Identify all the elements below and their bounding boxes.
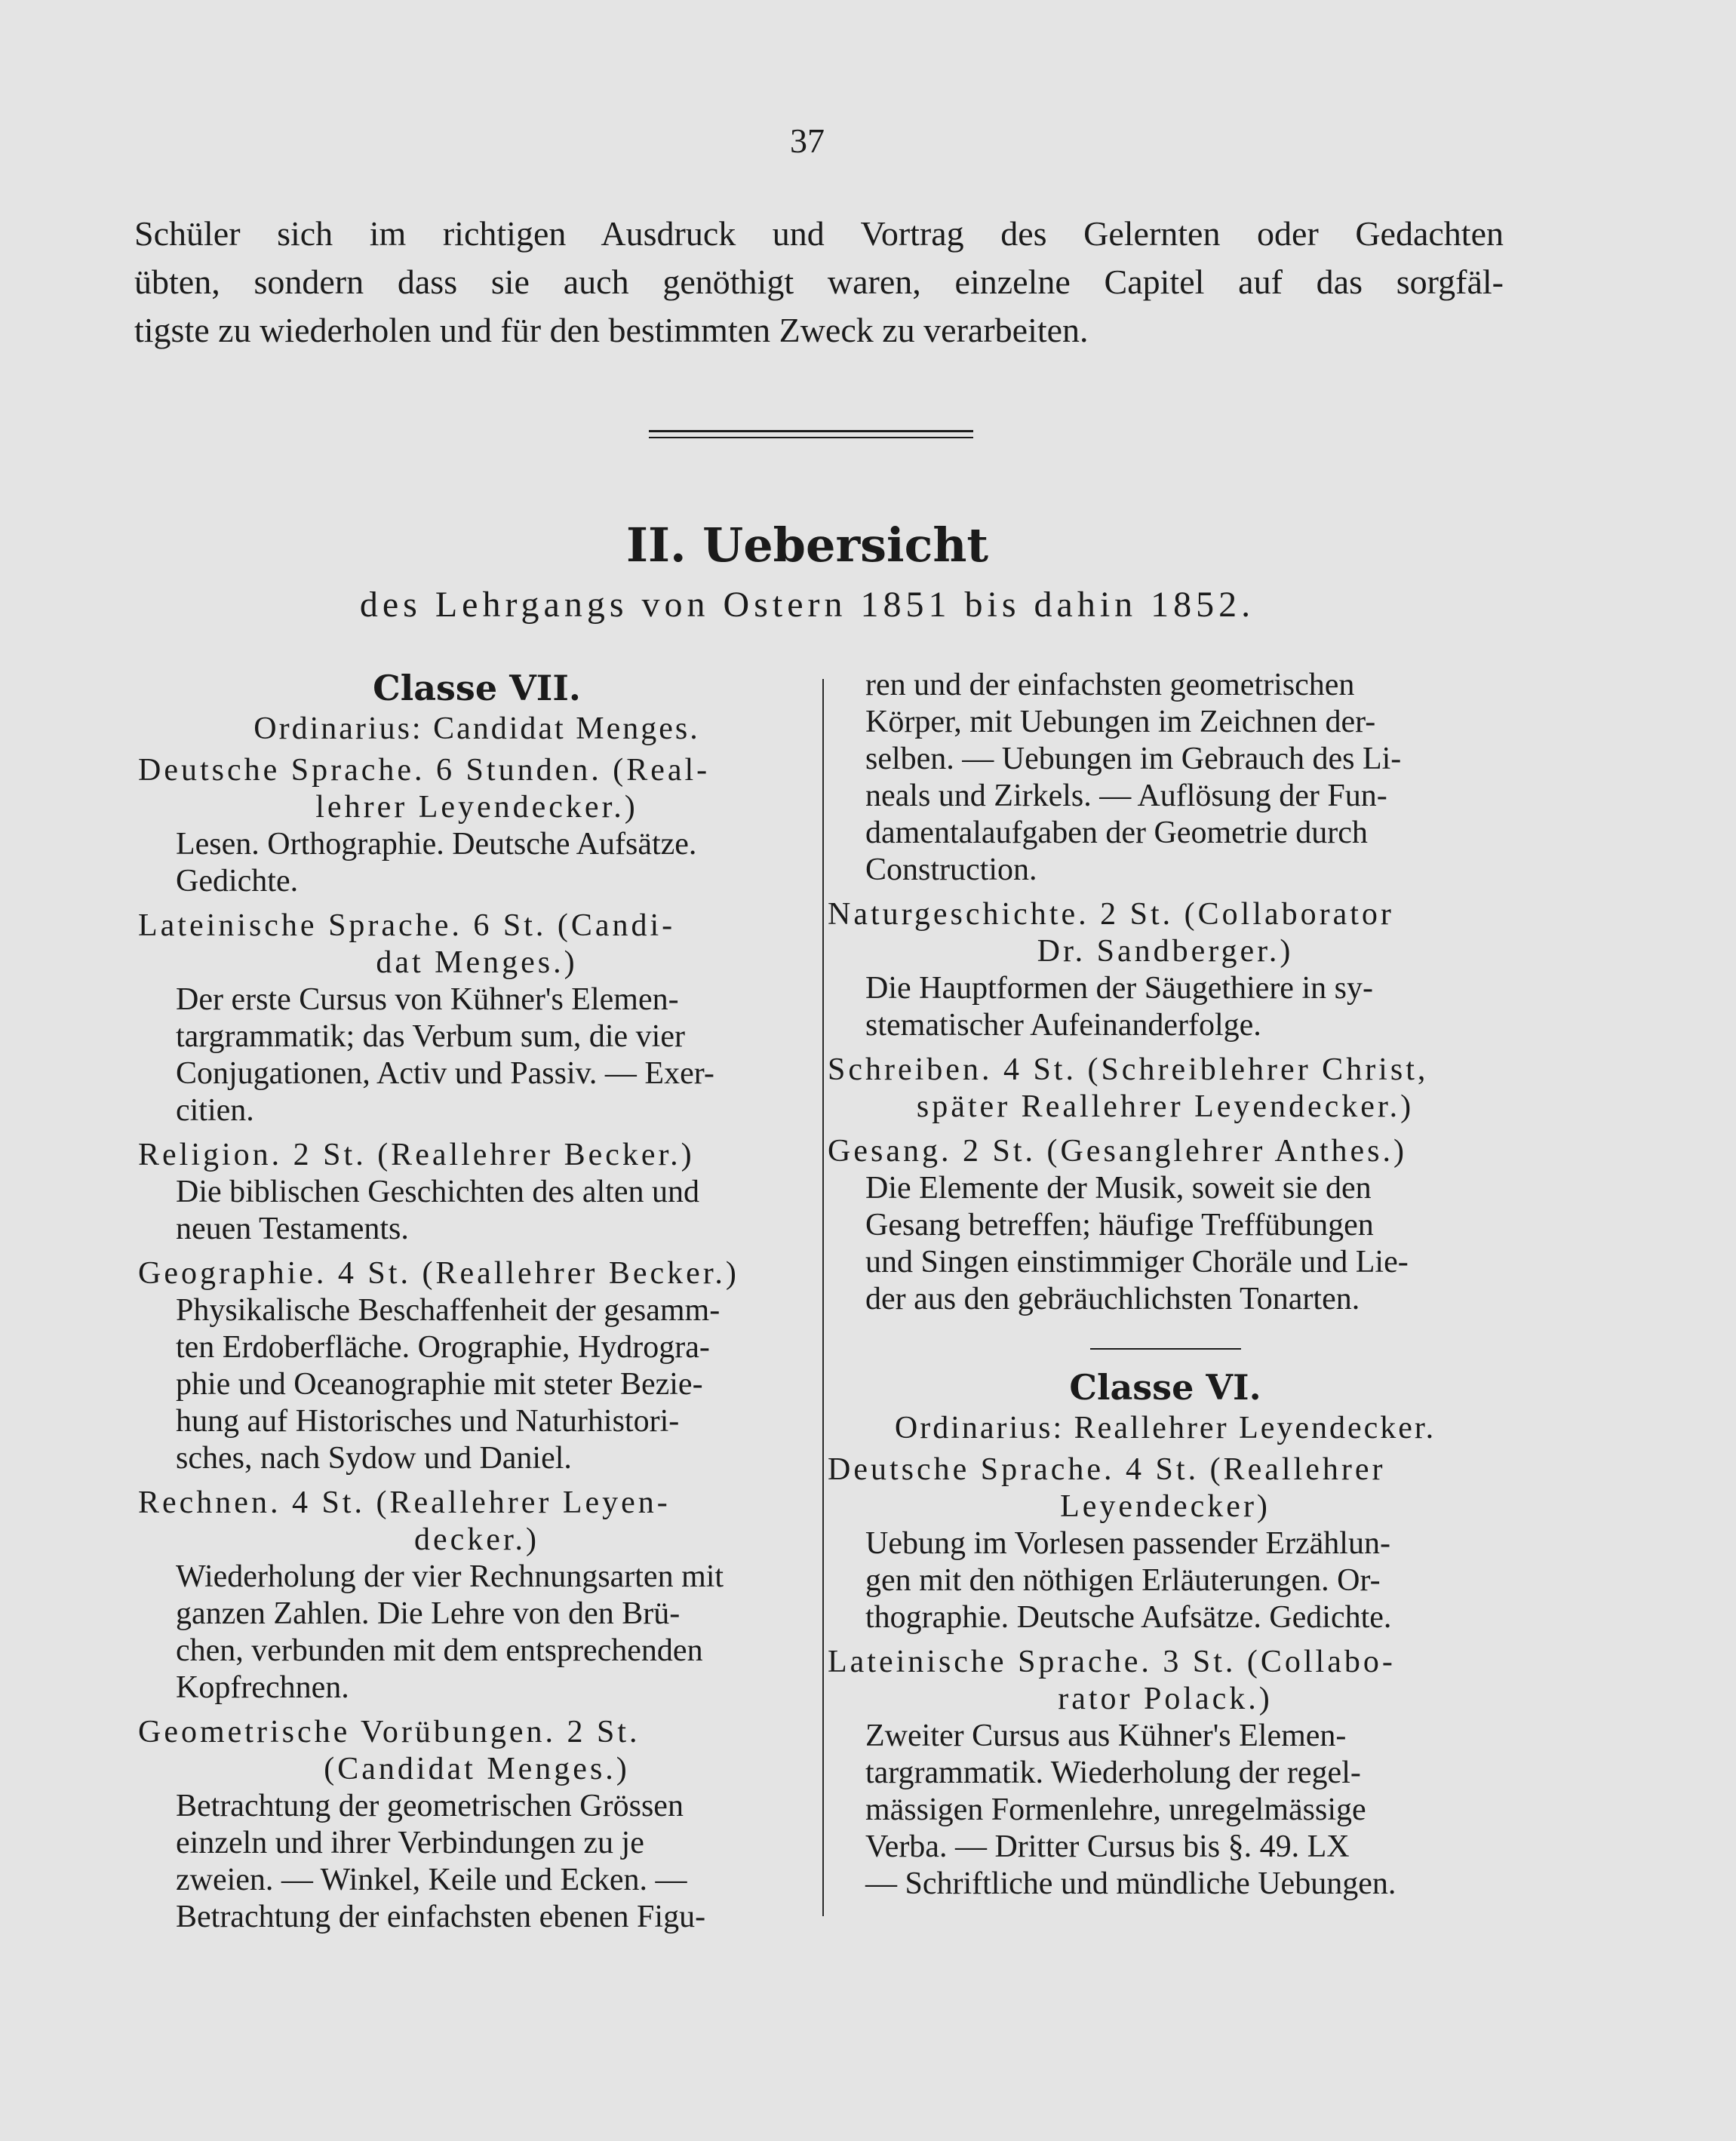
intro-line: Schüler sich im richtigen Ausdruck und Vortrag des Gelernten oder Gedachten [134, 214, 1504, 253]
subject-line: Deutsche Sprache. 4 St. (Reallehrer [828, 1452, 1386, 1487]
subject-text: Wiederholung der vier Rechnungsarten mit [176, 1559, 724, 1594]
subject-text: Der erste Cursus von Kühner's Elemen- [176, 982, 679, 1017]
subject-text: — Schriftliche und mündliche Uebungen. [865, 1866, 1396, 1901]
subject-entry [138, 1137, 816, 1248]
subject-text: gen mit den nöthigen Erläuterungen. Or- [865, 1563, 1381, 1598]
subject-text: Die Elemente der Musik, soweit sie den [865, 1171, 1372, 1206]
class-heading: Classe VI. [1069, 1367, 1261, 1408]
intro-line: tigste zu wiederholen und für den bestimmten Zweck zu verarbeiten. [134, 311, 1089, 349]
subject-line: decker.) [413, 1522, 540, 1557]
subject-line: Dr. Sandberger.) [1037, 934, 1294, 969]
right-column [828, 667, 1503, 1910]
subject-line: Lateinische Sprache. 6 St. (Candi- [138, 908, 676, 943]
subject-text: Uebung im Vorlesen passender Erzählun- [865, 1526, 1390, 1561]
subject-text: Physikalische Beschaffenheit der gesamm- [176, 1293, 721, 1328]
subject-text: Lesen. Orthographie. Deutsche Aufsätze. [176, 827, 697, 862]
class-heading: Classe VII. [373, 668, 581, 708]
subject-text: Kopfrechnen. [176, 1670, 349, 1705]
subject-line: rator Polack.) [1058, 1682, 1273, 1716]
subject-line: Geographie. 4 St. (Reallehrer Becker.) [138, 1256, 739, 1291]
section-divider [649, 430, 973, 438]
subject-entry [828, 1133, 1503, 1318]
subject-text: Körper, mit Uebungen im Zeichnen der- [865, 705, 1376, 739]
subject-line: Gesang. 2 St. (Gesanglehrer Anthes.) [828, 1134, 1408, 1169]
subject-text: targrammatik. Wiederholung der regel- [865, 1755, 1361, 1790]
subject-text: Conjugationen, Activ und Passiv. — Exer- [176, 1056, 714, 1091]
subject-line: Geometrische Vorübungen. 2 St. [138, 1715, 641, 1749]
subject-entry [828, 1052, 1503, 1126]
subject-text: ganzen Zahlen. Die Lehre von den Brü- [176, 1596, 681, 1631]
subject-line: Leyendecker) [1060, 1489, 1271, 1524]
subject-text: phie und Oceanographie mit steter Bezie- [176, 1367, 703, 1402]
subject-entry [828, 1451, 1503, 1636]
subject-text: mässigen Formenlehre, unregelmässige [865, 1792, 1366, 1827]
section-subheading: des Lehrgangs von Ostern 1851 bis dahin 1852. [359, 585, 1255, 625]
column-divider [822, 679, 824, 1916]
subject-entry [828, 896, 1503, 1044]
subject-text: thographie. Deutsche Aufsätze. Gedichte. [865, 1600, 1392, 1635]
subject-text: Betrachtung der geometrischen Grössen [176, 1789, 684, 1823]
subject-text: neuen Testaments. [176, 1212, 409, 1246]
subject-line: Deutsche Sprache. 6 Stunden. (Real- [138, 753, 711, 788]
class-divider [1090, 1348, 1241, 1350]
subject-text: citien. [176, 1093, 254, 1128]
subject-text: targrammatik; das Verbum sum, die vier [176, 1019, 685, 1054]
subject-line: lehrer Leyendecker.) [315, 790, 638, 825]
ordinarius: Ordinarius: Candidat Menges. [253, 711, 700, 746]
subject-line: (Candidat Menges.) [324, 1752, 630, 1786]
section-heading: II. Uebersicht [625, 518, 989, 573]
subject-entry [138, 1255, 816, 1477]
subject-text: Verba. — Dritter Cursus bis §. 49. LX [865, 1829, 1350, 1864]
subject-text: Die Hauptformen der Säugethiere in sy- [865, 971, 1373, 1006]
subject-text: zweien. — Winkel, Keile und Ecken. — [176, 1863, 687, 1897]
subject-line: Rechnen. 4 St. (Reallehrer Leyen- [138, 1485, 671, 1520]
subject-text: Gedichte. [176, 864, 299, 898]
subject-text: Zweiter Cursus aus Kühner's Elemen- [865, 1719, 1347, 1753]
subject-entry [138, 1485, 816, 1706]
subject-text: Gesang betreffen; häufige Treffübungen [865, 1208, 1374, 1243]
page-number: 37 [790, 121, 825, 160]
subject-entry [138, 752, 816, 900]
subject-text: sches, nach Sydow und Daniel. [176, 1441, 572, 1476]
continuation-text [828, 667, 1503, 889]
subject-text: Die biblischen Geschichten des alten und [176, 1175, 699, 1209]
subject-text: selben. — Uebungen im Gebrauch des Li- [865, 742, 1402, 776]
subject-line: Religion. 2 St. (Reallehrer Becker.) [138, 1138, 695, 1172]
subject-entry [828, 1644, 1503, 1903]
subject-text: Construction. [865, 852, 1037, 887]
intro-line: übten, sondern dass sie auch genöthigt waren, einzelne Capitel auf das sorgfäl- [134, 263, 1504, 301]
intro-paragraph [134, 210, 1504, 355]
subject-text: damentalaufgaben der Geometrie durch [865, 816, 1368, 850]
subject-text: und Singen einstimmiger Choräle und Lie- [865, 1245, 1409, 1279]
subject-entry [138, 1714, 816, 1936]
subject-text: ren und der einfachsten geometrischen [865, 668, 1355, 702]
subject-line: Naturgeschichte. 2 St. (Collaborator [828, 897, 1394, 932]
subject-line: Lateinische Sprache. 3 St. (Collabo- [828, 1645, 1396, 1679]
subject-line: Schreiben. 4 St. (Schreiblehrer Christ, [828, 1052, 1429, 1087]
subject-line: dat Menges.) [376, 945, 578, 980]
subject-text: ten Erdoberfläche. Orographie, Hydrogra- [176, 1330, 710, 1365]
subject-text: der aus den gebräuchlichsten Tonarten. [865, 1282, 1360, 1316]
subject-line: später Reallehrer Leyendecker.) [916, 1089, 1415, 1124]
subject-text: einzeln und ihrer Verbindungen zu je [176, 1826, 644, 1860]
subject-text: neals und Zirkels. — Auflösung der Fun- [865, 779, 1387, 813]
subject-text: chen, verbunden mit dem entsprechenden [176, 1633, 703, 1668]
subject-entry [138, 908, 816, 1129]
subject-text: hung auf Historisches und Naturhistori- [176, 1404, 680, 1439]
left-column [138, 667, 816, 1943]
subject-text: Betrachtung der einfachsten ebenen Figu- [176, 1900, 706, 1934]
subject-text: stematischer Aufeinanderfolge. [865, 1008, 1261, 1043]
ordinarius: Ordinarius: Reallehrer Leyendecker. [894, 1411, 1436, 1445]
